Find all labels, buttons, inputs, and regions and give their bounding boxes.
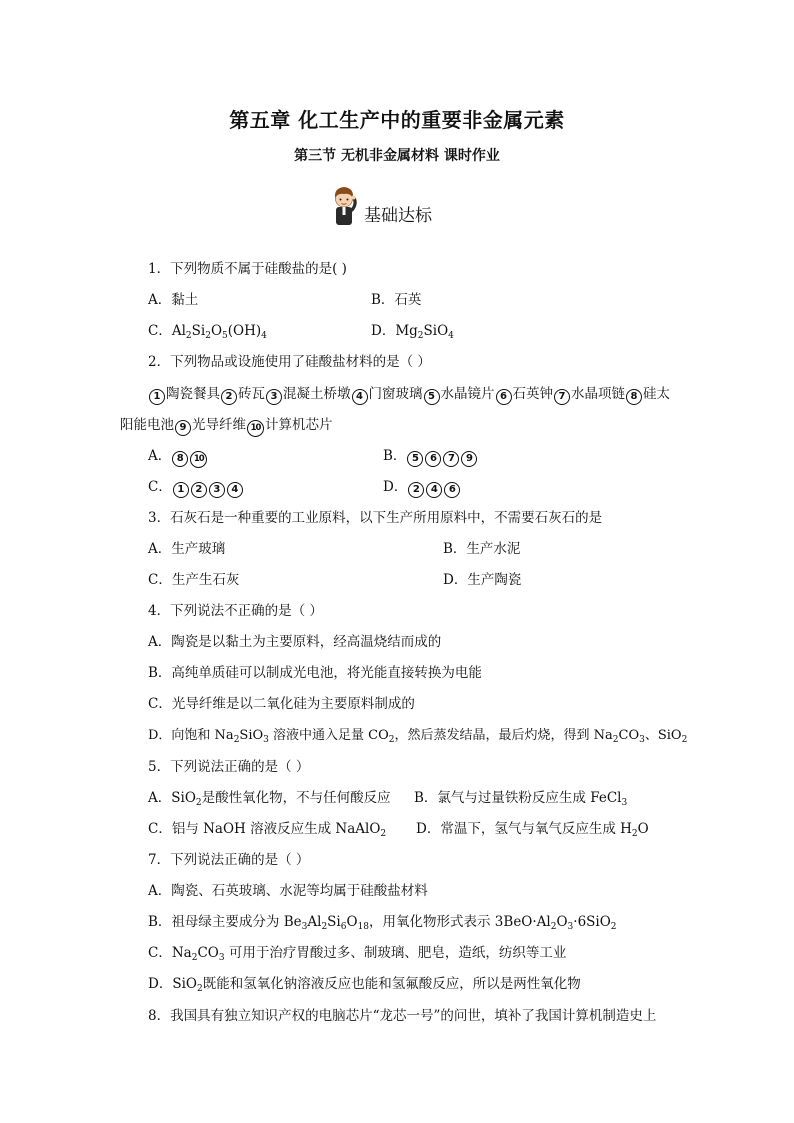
q2-option-c: C． 1 2 3 4 [148,478,244,498]
q2-b-number-6: 6 [425,451,441,467]
q8-stem: 8．我国具有独立知识产权的电脑芯片“龙芯一号”的问世，填补了我国计算机制造史上 [148,1008,657,1024]
q2-line1-number-4: 4 [352,389,368,405]
q7-stem: 7．下列说法正确的是（ ） [148,852,310,868]
q2-d-number-4: 4 [426,482,442,498]
q5-stem: 5．下列说法正确的是（ ） [148,759,310,775]
q2-b-number-9: 9 [461,451,477,467]
q2-d-number-6: 6 [444,482,460,498]
q2-c-number-1: 1 [173,482,189,498]
q2-line1-item-text: 混凝土桥墩 [283,386,351,402]
section-title: 第三节 无机非金属材料 课时作业 [294,148,500,164]
chapter-title: 第五章 化工生产中的重要非金属元素 [229,108,565,132]
q4-option-c: C．光导纤维是以二氧化硅为主要原料制成的 [148,696,415,712]
q4-option-b: B．高纯单质硅可以制成光电池，将光能直接转换为电能 [148,665,482,681]
q2-option-d: D． 2 4 6 [383,478,461,498]
q7-option-c: C．$Na_2CO_3$ 可用于治疗胃酸过多、制玻璃、肥皂，造纸，纺织等工业 [148,945,567,963]
q2-a-number-10: 10 [190,451,207,468]
q2-line1-item-text: 砖瓦 [238,386,265,402]
q2-line2-number-10: 10 [247,420,264,437]
q2-d-number-2: 2 [408,482,424,498]
q2-line1-number-6: 6 [496,389,512,405]
q7-option-d: D．SiO$_2$既能和氢氧化钠溶液反应也能和氢氟酸反应，所以是两性氧化物 [148,976,581,994]
q2-line2-item-text: 光导纤维 [192,417,246,433]
q2-line2-item-text: 阳能电池 [120,417,174,433]
q1-option-d: D．$Mg_2SiO_4$ [371,323,454,341]
q2-line1-number-8: 8 [626,389,642,405]
q2-line2-item-text: 计算机芯片 [265,417,333,433]
q2-items-line-1 [148,385,670,405]
q2-items-line-2 [120,416,333,437]
q2-b-number-5: 5 [407,451,423,467]
q2-line1-item-text: 石英钟 [512,386,553,402]
q2-c-number-2: 2 [191,482,207,498]
q3-option-b: B．生产水泥 [443,541,521,557]
student-thinking-icon [328,184,360,228]
q5-option-a: A．SiO$_2$是酸性氧化物，不与任何酸反应 [148,790,391,808]
q1-stem: 1．下列物质不属于硅酸盐的是( ) [148,261,347,277]
q2-a-number-8: 8 [172,451,188,467]
q2-line1-number-2: 2 [221,389,237,405]
q2-line2-number-9: 9 [175,420,191,436]
q5-option-d: D．常温下，氢气与氧气反应生成 $H_2O$ [416,821,649,839]
q5-option-b: B．氯气与过量铁粉反应生成 FeCl$_3$ [414,790,628,808]
q5-option-c: C．铝与 NaOH 溶液反应生成 NaAlO$_2$ [148,821,387,839]
q1-option-b: B．石英 [371,292,422,308]
q2-line1-item-text: 水晶项链 [571,386,625,402]
q3-option-c: C．生产生石灰 [148,572,240,588]
q7-option-a: A．陶瓷、石英玻璃、水泥等均属于硅酸盐材料 [148,883,428,899]
q3-option-a: A．生产玻璃 [148,541,226,557]
q2-c-number-3: 3 [209,482,225,498]
q2-line1-item-text: 陶瓷餐具 [166,386,220,402]
q2-line1-number-7: 7 [554,389,570,405]
section-label: 基础达标 [364,206,432,226]
q4-option-d: D．向饱和 $Na_2SiO_3$ 溶液中通入足量 $CO_2$，然后蒸发结晶，最后灼烧，得到 $Na_2CO_3$、SiO$_2$ [148,728,688,745]
q2-line1-number-1: 1 [149,389,165,405]
q2-line1-item-text: 门窗玻璃 [368,386,423,402]
q2-line1-number-3: 3 [266,389,282,405]
q1-option-a: A．黏土 [148,292,199,308]
q2-b-number-7: 7 [443,451,459,467]
q2-line1-item-text: 硅太 [643,386,670,402]
q3-stem: 3．石灰石是一种重要的工业原料，以下生产所用原料中，不需要石灰石的是 [148,510,603,526]
q4-stem: 4．下列说法不正确的是（ ） [148,603,323,619]
q2-line1-item-text: 水晶镜片 [440,386,495,402]
q2-stem: 2．下列物品或设施使用了硅酸盐材料的是（ ） [148,354,431,370]
q2-option-b: B． 5 6 7 9 [383,447,478,467]
q2-line1-number-5: 5 [424,389,440,405]
q7-option-b: B．祖母绿主要成分为 $Be_3Al_2Si_6O_{18}$，用氧化物形式表示 $3BeO\cdot Al_2O_3\cdot 6SiO_2$ [148,914,617,932]
q1-option-c: C．$Al_2Si_2O_5(OH)_4$ [148,323,267,341]
q3-option-d: D．生产陶瓷 [443,572,522,588]
section-header [328,184,432,228]
q4-option-a: A．陶瓷是以黏土为主要原料，经高温烧结而成的 [148,634,442,650]
q2-option-a: A． 8 10 [148,447,208,468]
q2-c-number-4: 4 [227,482,243,498]
